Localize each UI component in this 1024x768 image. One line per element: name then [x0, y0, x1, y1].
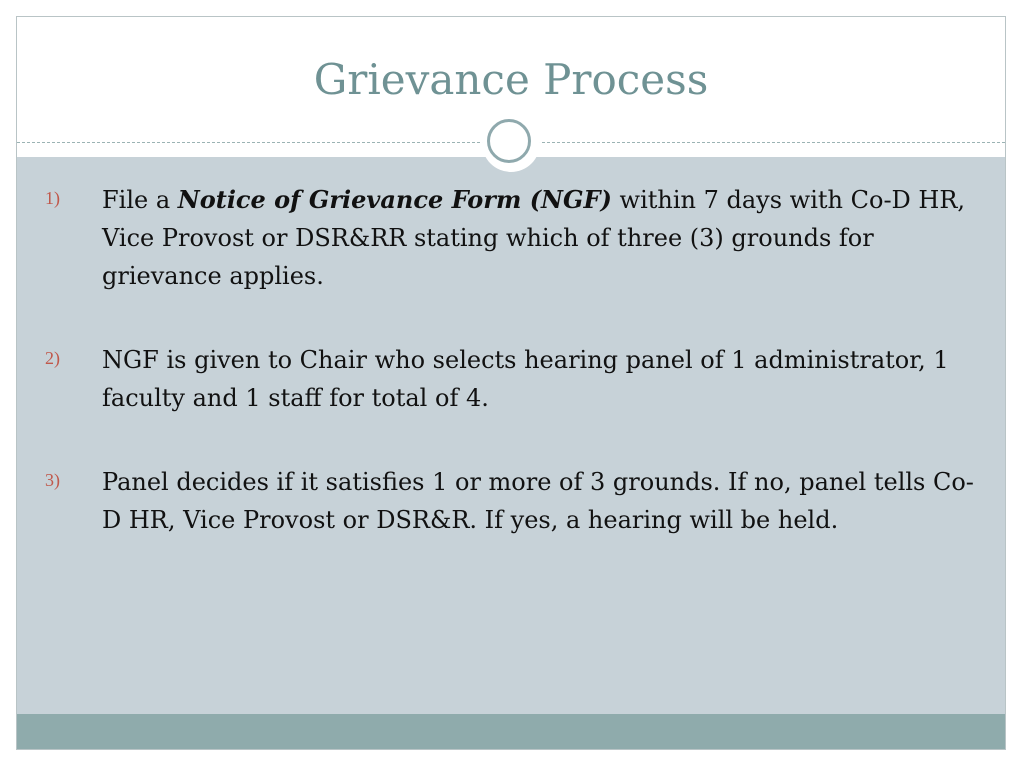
slide	[16, 16, 1006, 750]
numbered-list	[17, 181, 1005, 585]
slide-title: Grievance Process	[313, 55, 709, 104]
list-item-text: Panel decides if it satisfies 1 or more of 3 grounds. If no, panel tells Co-D HR, Vice Provost or DSR&R. If yes, a hearing will be held.	[102, 468, 974, 534]
list-item-3	[17, 463, 1005, 539]
list-text-before: File a	[102, 186, 178, 214]
list-item-text	[102, 181, 982, 295]
footer-bar	[17, 714, 1005, 749]
list-text-after: within 7 days with Co-D HR, Vice Provost or DSR&RR stating which of three (3) grounds for grievance applies.	[102, 186, 966, 290]
ngf-emphasis: Notice of Grievance Form (NGF)	[177, 185, 612, 214]
list-number: 1)	[45, 188, 60, 208]
list-item-1	[17, 181, 1005, 295]
list-number: 3)	[45, 470, 60, 490]
list-number: 2)	[45, 348, 60, 368]
list-item-2	[17, 341, 1005, 417]
list-item-text: NGF is given to Chair who selects hearing panel of 1 administrator, 1 faculty and 1 staff for total of 4.	[102, 346, 949, 412]
divider-ring-icon	[487, 119, 531, 163]
